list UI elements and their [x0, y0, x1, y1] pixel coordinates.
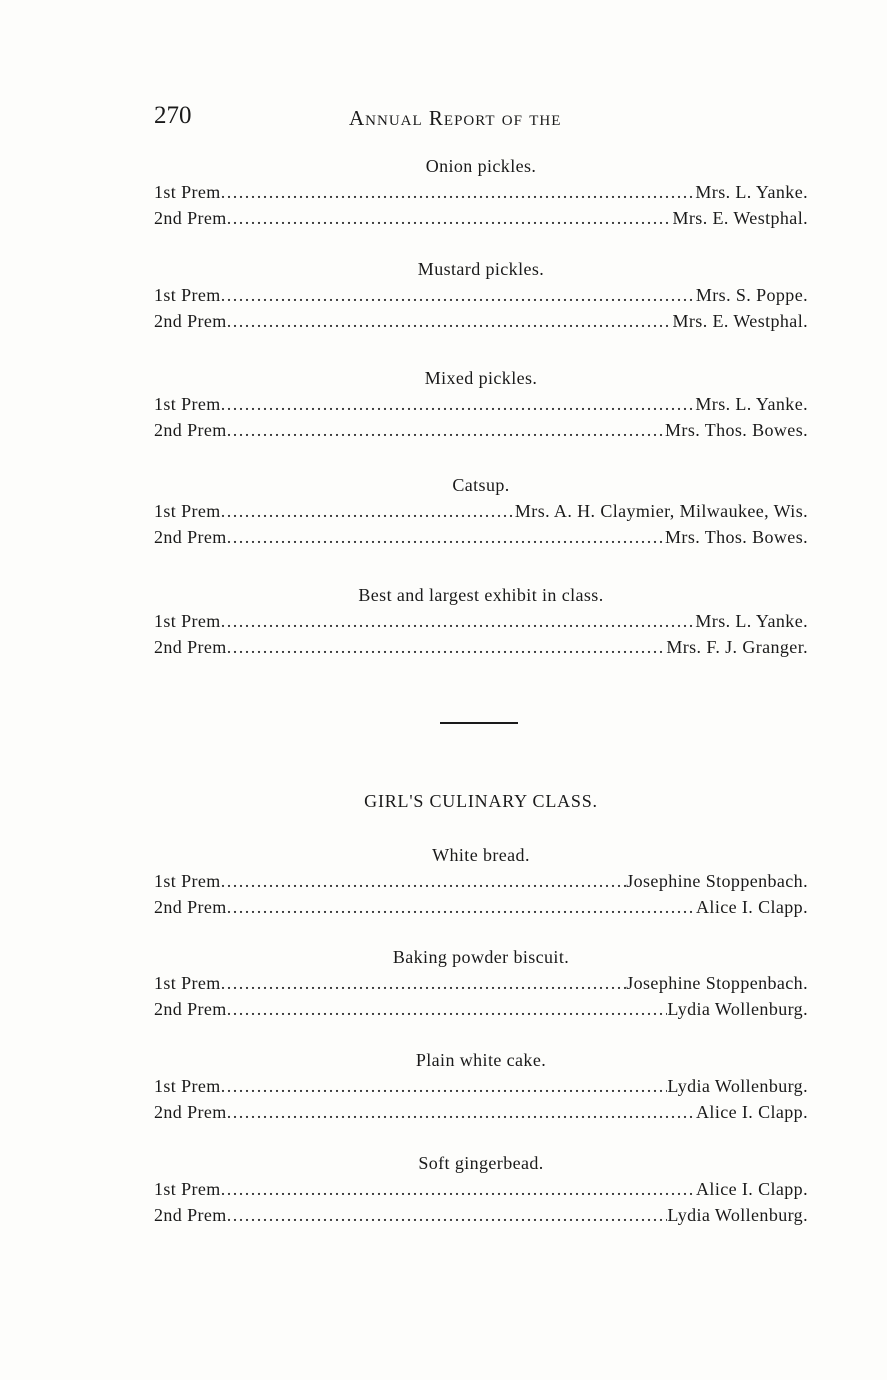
category-heading: Catsup.: [452, 475, 510, 495]
prize-label: 1st Prem: [154, 611, 221, 631]
award-entry: [154, 1076, 808, 1098]
winner-name: Mrs. L. Yanke.: [695, 611, 808, 631]
dot-leader: [221, 973, 627, 994]
award-entry: [154, 285, 808, 307]
dot-leader: [221, 1179, 696, 1200]
award-entry: [154, 501, 808, 523]
dot-leader: [221, 501, 515, 522]
dot-leader: [227, 1102, 696, 1123]
category-heading: Mixed pickles.: [424, 368, 538, 388]
category-heading: Plain white cake.: [415, 1050, 547, 1070]
dot-leader: [227, 527, 665, 548]
prize-label: 1st Prem: [154, 394, 221, 414]
award-entry: [154, 527, 808, 549]
award-entry: [154, 637, 808, 659]
dot-leader: [221, 394, 696, 415]
winner-name: Mrs. Thos. Bowes.: [665, 527, 808, 547]
dot-leader: [227, 637, 667, 658]
award-entry: [154, 897, 808, 919]
prize-label: 2nd Prem: [154, 208, 227, 228]
winner-name: Mrs. E. Westphal.: [672, 311, 808, 331]
award-entry: [154, 999, 808, 1021]
winner-name: Mrs. L. Yanke.: [695, 394, 808, 414]
dot-leader: [221, 182, 696, 203]
category-heading: Onion pickles.: [425, 156, 537, 176]
prize-label: 2nd Prem: [154, 420, 227, 440]
dot-leader: [221, 871, 627, 892]
category-heading: White bread.: [432, 845, 530, 865]
prize-label: 2nd Prem: [154, 999, 227, 1019]
award-entry: [154, 1102, 808, 1124]
winner-name: Lydia Wollenburg.: [667, 999, 808, 1019]
dot-leader: [227, 420, 665, 441]
winner-name: Alice I. Clapp.: [696, 897, 808, 917]
winner-name: Josephine Stoppenbach.: [626, 973, 808, 993]
winner-name: Mrs. A. H. Claymier, Milwaukee, Wis.: [514, 501, 808, 521]
dot-leader: [227, 311, 673, 332]
dot-leader: [227, 897, 696, 918]
page-number: 270: [154, 102, 192, 129]
page-header: [154, 102, 808, 134]
prize-label: 2nd Prem: [154, 897, 227, 917]
award-entry: [154, 973, 808, 995]
award-entry: [154, 394, 808, 416]
winner-name: Mrs. S. Poppe.: [695, 285, 808, 305]
prize-label: 2nd Prem: [154, 1205, 227, 1225]
dot-leader: [227, 999, 668, 1020]
dot-leader: [221, 1076, 668, 1097]
winner-name: Mrs. F. J. Granger.: [666, 637, 808, 657]
prize-label: 2nd Prem: [154, 527, 227, 547]
award-entry: [154, 311, 808, 333]
category-heading: Best and largest exhibit in class.: [358, 585, 604, 605]
winner-name: Josephine Stoppenbach.: [626, 871, 808, 891]
category-heading: Baking powder biscuit.: [392, 947, 570, 967]
dot-leader: [227, 208, 673, 229]
winner-name: Lydia Wollenburg.: [667, 1076, 808, 1096]
dot-leader: [221, 285, 696, 306]
award-entry: [154, 1205, 808, 1227]
prize-label: 1st Prem: [154, 1179, 221, 1199]
prize-label: 2nd Prem: [154, 311, 227, 331]
prize-label: 1st Prem: [154, 871, 221, 891]
award-entry: [154, 1179, 808, 1201]
dot-leader: [221, 611, 696, 632]
prize-label: 1st Prem: [154, 182, 221, 202]
prize-label: 1st Prem: [154, 973, 221, 993]
winner-name: Mrs. Thos. Bowes.: [665, 420, 808, 440]
winner-name: Alice I. Clapp.: [696, 1102, 808, 1122]
prize-label: 2nd Prem: [154, 1102, 227, 1122]
award-entry: [154, 208, 808, 230]
running-title: Annual Report of the: [349, 106, 562, 130]
prize-label: 1st Prem: [154, 285, 221, 305]
prize-label: 1st Prem: [154, 501, 221, 521]
winner-name: Lydia Wollenburg.: [667, 1205, 808, 1225]
winner-name: Mrs. L. Yanke.: [695, 182, 808, 202]
dot-leader: [227, 1205, 668, 1226]
category-heading: Soft gingerbead.: [418, 1153, 544, 1173]
award-entry: [154, 871, 808, 893]
section-divider: [440, 722, 518, 724]
section-title: GIRL'S CULINARY CLASS.: [364, 791, 598, 811]
winner-name: Mrs. E. Westphal.: [672, 208, 808, 228]
prize-label: 1st Prem: [154, 1076, 221, 1096]
winner-name: Alice I. Clapp.: [696, 1179, 808, 1199]
prize-label: 2nd Prem: [154, 637, 227, 657]
award-entry: [154, 182, 808, 204]
category-heading: Mustard pickles.: [417, 259, 545, 279]
award-entry: [154, 611, 808, 633]
award-entry: [154, 420, 808, 442]
